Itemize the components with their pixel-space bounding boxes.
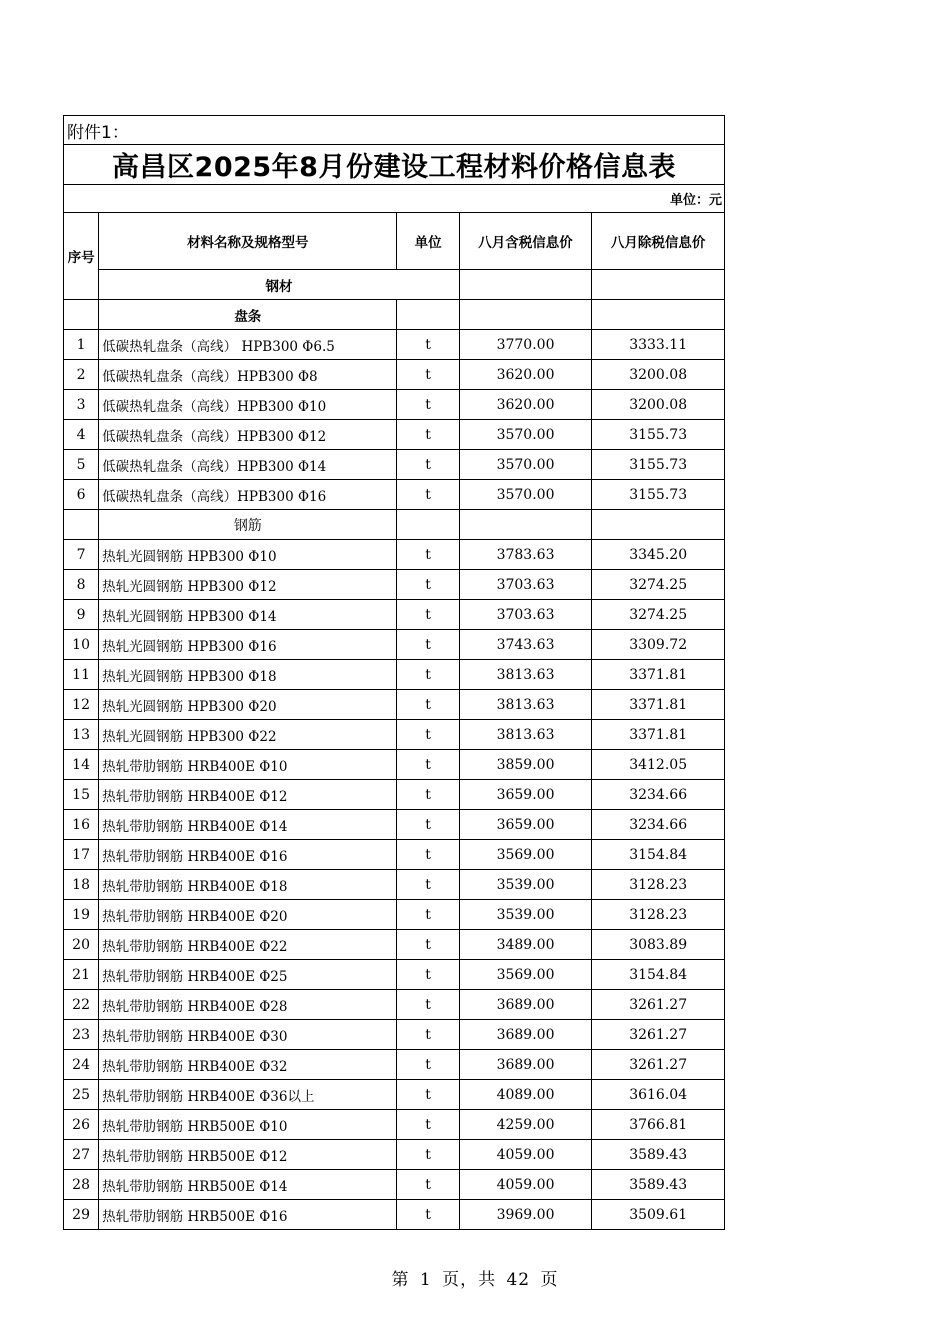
- price-tax-excluded: 3589.43: [592, 1140, 725, 1170]
- empty-cell: [592, 510, 725, 540]
- table-row: [64, 660, 725, 690]
- table-row: [64, 1170, 725, 1200]
- material-unit: t: [397, 1110, 459, 1140]
- header-name: 材料名称及规格型号: [99, 213, 397, 270]
- material-name: 低碳热轧盘条（高线） HPB300 Φ6.5: [99, 330, 397, 360]
- material-name: 热轧光圆钢筋 HPB300 Φ18: [99, 660, 397, 690]
- row-number: 10: [64, 630, 99, 660]
- category-label: 钢材: [99, 270, 460, 300]
- material-unit: t: [397, 480, 459, 510]
- price-tax-included: 3620.00: [459, 390, 592, 420]
- material-unit: t: [397, 1170, 459, 1200]
- price-tax-included: 3570.00: [459, 480, 592, 510]
- header-unit: 单位: [397, 213, 459, 270]
- row-number: 15: [64, 780, 99, 810]
- price-tax-excluded: 3589.43: [592, 1170, 725, 1200]
- table-row: [64, 810, 725, 840]
- material-unit: t: [397, 1200, 459, 1230]
- table-row: [64, 750, 725, 780]
- price-tax-excluded: 3345.20: [592, 540, 725, 570]
- price-tax-included: 3703.63: [459, 600, 592, 630]
- price-tax-included: 3659.00: [459, 780, 592, 810]
- material-unit: t: [397, 540, 459, 570]
- row-number: 2: [64, 360, 99, 390]
- material-unit: t: [397, 930, 459, 960]
- price-tax-included: 3689.00: [459, 990, 592, 1020]
- table-row: [64, 330, 725, 360]
- material-unit: t: [397, 690, 459, 720]
- price-tax-included: 3783.63: [459, 540, 592, 570]
- price-tax-excluded: 3155.73: [592, 480, 725, 510]
- price-tax-included: 3859.00: [459, 750, 592, 780]
- material-name: 热轧带肋钢筋 HRB400E Φ20: [99, 900, 397, 930]
- material-unit: t: [397, 600, 459, 630]
- row-number: 4: [64, 420, 99, 450]
- material-name: 低碳热轧盘条（高线）HPB300 Φ14: [99, 450, 397, 480]
- price-tax-included: 4059.00: [459, 1170, 592, 1200]
- table-row: [64, 1110, 725, 1140]
- material-name: 热轧带肋钢筋 HRB500E Φ10: [99, 1110, 397, 1140]
- material-unit: t: [397, 1140, 459, 1170]
- row-number: 25: [64, 1080, 99, 1110]
- material-unit: t: [397, 1020, 459, 1050]
- price-tax-included: 3539.00: [459, 900, 592, 930]
- row-number: 3: [64, 390, 99, 420]
- price-tax-included: 3659.00: [459, 810, 592, 840]
- price-tax-included: 4259.00: [459, 1110, 592, 1140]
- material-name: 低碳热轧盘条（高线）HPB300 Φ12: [99, 420, 397, 450]
- price-tax-included: 3703.63: [459, 570, 592, 600]
- table-row: [64, 450, 725, 480]
- header-price-tax: 八月含税信息价: [459, 213, 592, 270]
- price-tax-excluded: 3128.23: [592, 870, 725, 900]
- table-row: [64, 780, 725, 810]
- price-tax-excluded: 3412.05: [592, 750, 725, 780]
- price-tax-excluded: 3261.27: [592, 1020, 725, 1050]
- row-number: 23: [64, 1020, 99, 1050]
- row-number: 20: [64, 930, 99, 960]
- price-tax-included: 3813.63: [459, 660, 592, 690]
- section-label: 盘条: [99, 300, 397, 330]
- material-unit: t: [397, 330, 459, 360]
- material-unit: t: [397, 630, 459, 660]
- row-number: 5: [64, 450, 99, 480]
- material-unit: t: [397, 750, 459, 780]
- price-tax-excluded: 3200.08: [592, 390, 725, 420]
- header-no: 序号: [64, 213, 99, 300]
- material-unit: t: [397, 420, 459, 450]
- section-row: [64, 300, 725, 330]
- price-tax-excluded: 3371.81: [592, 720, 725, 750]
- row-number: 27: [64, 1140, 99, 1170]
- material-name: 热轧光圆钢筋 HPB300 Φ22: [99, 720, 397, 750]
- material-unit: t: [397, 810, 459, 840]
- unit-note: 单位：元: [64, 185, 725, 213]
- row-number: 22: [64, 990, 99, 1020]
- price-tax-excluded: 3155.73: [592, 450, 725, 480]
- price-table: [63, 115, 725, 1230]
- material-unit: t: [397, 840, 459, 870]
- table-row: [64, 420, 725, 450]
- material-name: 低碳热轧盘条（高线）HPB300 Φ16: [99, 480, 397, 510]
- row-number: 14: [64, 750, 99, 780]
- table-row: [64, 540, 725, 570]
- table-row: [64, 690, 725, 720]
- row-number: 28: [64, 1170, 99, 1200]
- material-name: 热轧带肋钢筋 HRB400E Φ10: [99, 750, 397, 780]
- material-name: 热轧光圆钢筋 HPB300 Φ10: [99, 540, 397, 570]
- table-row: [64, 600, 725, 630]
- material-name: 热轧带肋钢筋 HRB400E Φ22: [99, 930, 397, 960]
- price-tax-excluded: 3261.27: [592, 990, 725, 1020]
- material-unit: t: [397, 570, 459, 600]
- row-number: 17: [64, 840, 99, 870]
- material-name: 热轧带肋钢筋 HRB400E Φ18: [99, 870, 397, 900]
- table-row: [64, 840, 725, 870]
- price-tax-included: 3570.00: [459, 450, 592, 480]
- row-number: 21: [64, 960, 99, 990]
- price-tax-excluded: 3509.61: [592, 1200, 725, 1230]
- empty-cell: [459, 300, 592, 330]
- material-name: 热轧光圆钢筋 HPB300 Φ12: [99, 570, 397, 600]
- table-row: [64, 1050, 725, 1080]
- table-row: [64, 930, 725, 960]
- row-number: 6: [64, 480, 99, 510]
- page-title: 高昌区2025年8月份建设工程材料价格信息表: [64, 145, 725, 185]
- row-number: 16: [64, 810, 99, 840]
- price-tax-included: 4059.00: [459, 1140, 592, 1170]
- table-row: [64, 1080, 725, 1110]
- material-name: 低碳热轧盘条（高线）HPB300 Φ10: [99, 390, 397, 420]
- header-price-notax: 八月除税信息价: [592, 213, 725, 270]
- price-sheet: [63, 115, 725, 1230]
- material-unit: t: [397, 1050, 459, 1080]
- material-unit: t: [397, 780, 459, 810]
- material-unit: t: [397, 1080, 459, 1110]
- table-row: [64, 870, 725, 900]
- price-tax-included: 3689.00: [459, 1020, 592, 1050]
- material-unit: t: [397, 720, 459, 750]
- material-unit: t: [397, 450, 459, 480]
- price-tax-excluded: 3274.25: [592, 600, 725, 630]
- material-name: 热轧带肋钢筋 HRB400E Φ36以上: [99, 1080, 397, 1110]
- empty-cell: [64, 300, 99, 330]
- material-name: 热轧带肋钢筋 HRB400E Φ16: [99, 840, 397, 870]
- price-tax-excluded: 3766.81: [592, 1110, 725, 1140]
- price-tax-included: 3570.00: [459, 420, 592, 450]
- material-name: 热轧带肋钢筋 HRB400E Φ32: [99, 1050, 397, 1080]
- table-row: [64, 1020, 725, 1050]
- table-row: [64, 990, 725, 1020]
- material-name: 热轧带肋钢筋 HRB400E Φ30: [99, 1020, 397, 1050]
- price-tax-included: 3569.00: [459, 840, 592, 870]
- material-name: 热轧带肋钢筋 HRB400E Φ14: [99, 810, 397, 840]
- price-tax-excluded: 3200.08: [592, 360, 725, 390]
- material-name: 热轧带肋钢筋 HRB400E Φ25: [99, 960, 397, 990]
- price-tax-excluded: 3234.66: [592, 780, 725, 810]
- price-tax-included: 3539.00: [459, 870, 592, 900]
- material-name: 热轧光圆钢筋 HPB300 Φ20: [99, 690, 397, 720]
- table-row: [64, 1140, 725, 1170]
- price-tax-excluded: 3155.73: [592, 420, 725, 450]
- material-name: 热轧光圆钢筋 HPB300 Φ16: [99, 630, 397, 660]
- price-tax-included: 4089.00: [459, 1080, 592, 1110]
- price-tax-excluded: 3371.81: [592, 690, 725, 720]
- price-tax-excluded: 3616.04: [592, 1080, 725, 1110]
- row-number: 8: [64, 570, 99, 600]
- page-indicator: 第 1 页，共 42 页: [391, 1270, 559, 1290]
- price-tax-excluded: 3083.89: [592, 930, 725, 960]
- material-name: 热轧带肋钢筋 HRB400E Φ28: [99, 990, 397, 1020]
- material-name: 低碳热轧盘条（高线）HPB300 Φ8: [99, 360, 397, 390]
- price-tax-excluded: 3333.11: [592, 330, 725, 360]
- material-unit: t: [397, 390, 459, 420]
- material-unit: t: [397, 870, 459, 900]
- empty-cell: [592, 300, 725, 330]
- section-label: 钢筋: [99, 510, 397, 540]
- row-number: 19: [64, 900, 99, 930]
- empty-cell: [459, 270, 592, 300]
- empty-cell: [64, 510, 99, 540]
- price-tax-excluded: 3261.27: [592, 1050, 725, 1080]
- row-number: 7: [64, 540, 99, 570]
- price-tax-included: 3813.63: [459, 690, 592, 720]
- row-number: 1: [64, 330, 99, 360]
- price-tax-included: 3743.63: [459, 630, 592, 660]
- price-tax-excluded: 3309.72: [592, 630, 725, 660]
- empty-cell: [592, 270, 725, 300]
- material-name: 热轧光圆钢筋 HPB300 Φ14: [99, 600, 397, 630]
- table-row: [64, 360, 725, 390]
- row-number: 18: [64, 870, 99, 900]
- material-unit: t: [397, 990, 459, 1020]
- price-tax-excluded: 3234.66: [592, 810, 725, 840]
- table-row: [64, 720, 725, 750]
- table-row: [64, 570, 725, 600]
- row-number: 11: [64, 660, 99, 690]
- material-name: 热轧带肋钢筋 HRB400E Φ12: [99, 780, 397, 810]
- material-unit: t: [397, 960, 459, 990]
- attachment-label: 附件1：: [64, 116, 725, 145]
- price-tax-included: 3813.63: [459, 720, 592, 750]
- row-number: 9: [64, 600, 99, 630]
- row-number: 26: [64, 1110, 99, 1140]
- material-unit: t: [397, 900, 459, 930]
- material-unit: t: [397, 360, 459, 390]
- price-tax-excluded: 3154.84: [592, 960, 725, 990]
- price-tax-included: 3689.00: [459, 1050, 592, 1080]
- price-tax-included: 3489.00: [459, 930, 592, 960]
- row-number: 29: [64, 1200, 99, 1230]
- row-number: 12: [64, 690, 99, 720]
- price-tax-excluded: 3274.25: [592, 570, 725, 600]
- price-tax-included: 3770.00: [459, 330, 592, 360]
- price-tax-included: 3569.00: [459, 960, 592, 990]
- table-row: [64, 1200, 725, 1230]
- price-tax-included: 3969.00: [459, 1200, 592, 1230]
- row-number: 13: [64, 720, 99, 750]
- price-tax-excluded: 3154.84: [592, 840, 725, 870]
- price-tax-excluded: 3128.23: [592, 900, 725, 930]
- empty-cell: [459, 510, 592, 540]
- material-name: 热轧带肋钢筋 HRB500E Φ14: [99, 1170, 397, 1200]
- table-row: [64, 480, 725, 510]
- price-tax-included: 3620.00: [459, 360, 592, 390]
- empty-cell: [397, 300, 459, 330]
- material-name: 热轧带肋钢筋 HRB500E Φ12: [99, 1140, 397, 1170]
- table-row: [64, 960, 725, 990]
- row-number: 24: [64, 1050, 99, 1080]
- table-row: [64, 390, 725, 420]
- material-name: 热轧带肋钢筋 HRB500E Φ16: [99, 1200, 397, 1230]
- section-row: [64, 510, 725, 540]
- price-tax-excluded: 3371.81: [592, 660, 725, 690]
- table-row: [64, 630, 725, 660]
- material-unit: t: [397, 660, 459, 690]
- empty-cell: [397, 510, 459, 540]
- table-row: [64, 900, 725, 930]
